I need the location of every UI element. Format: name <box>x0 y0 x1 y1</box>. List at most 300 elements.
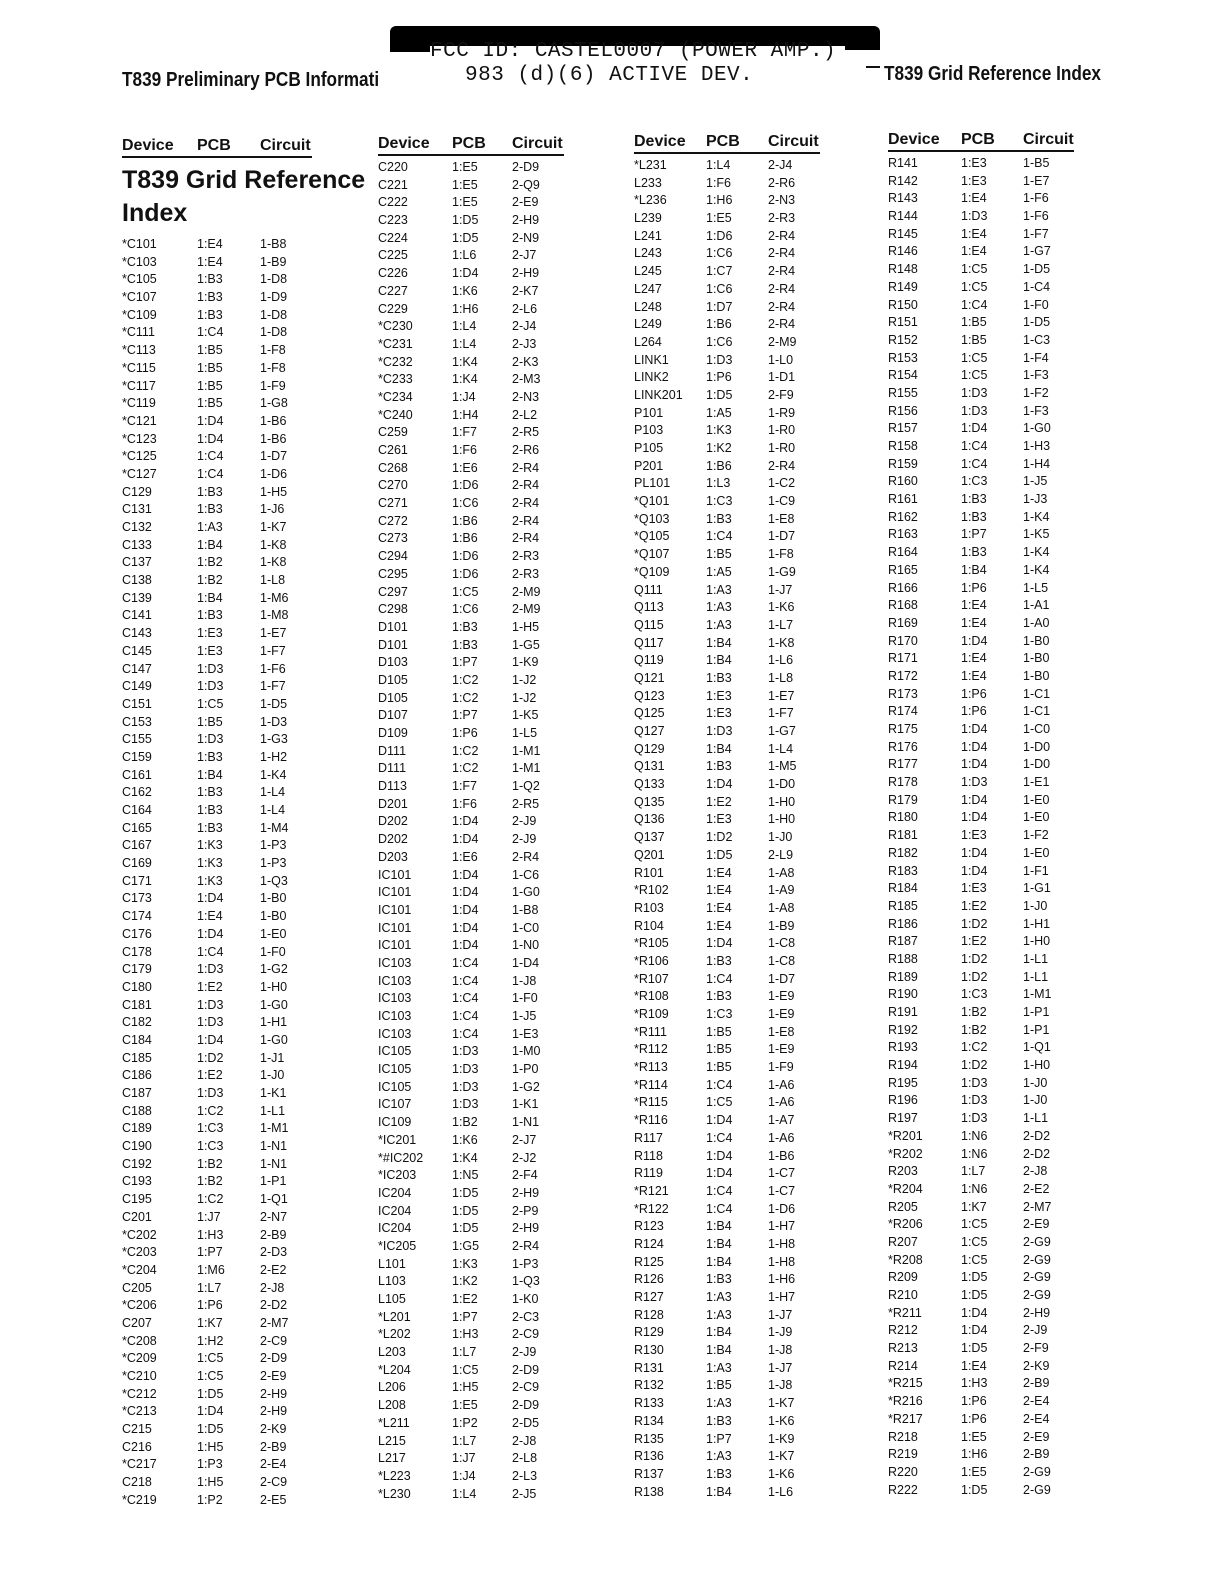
device-id: *C232 <box>378 354 413 369</box>
pcb-location: 1:C3 <box>961 987 988 1002</box>
device-id: R214 <box>888 1358 918 1373</box>
circuit-location: 1-E9 <box>768 1007 795 1021</box>
index-row <box>378 548 578 566</box>
pcb-heading: PCB <box>452 135 486 152</box>
device-id: *C210 <box>122 1369 157 1383</box>
device-id: L206 <box>378 1380 406 1395</box>
index-row <box>122 1067 342 1085</box>
pcb-location: 1:C7 <box>706 264 733 279</box>
index-row <box>888 403 1088 421</box>
pcb-location: 1:E3 <box>197 643 223 658</box>
device-id: C173 <box>122 891 152 906</box>
pcb-location: 1:H3 <box>452 1327 479 1342</box>
index-row <box>122 855 342 873</box>
device-id: C132 <box>122 520 152 534</box>
circuit-location: 1-D1 <box>768 370 796 385</box>
circuit-location: 1-Q1 <box>1023 1040 1051 1055</box>
device-id: C149 <box>122 679 152 694</box>
index-row <box>122 236 342 254</box>
index-row <box>122 678 342 696</box>
device-id: LINK2 <box>634 370 669 385</box>
device-id: R181 <box>888 828 918 843</box>
circuit-location: 1-E3 <box>512 1026 539 1041</box>
device-id: Q201 <box>634 847 665 862</box>
circuit-location: 1-H2 <box>260 749 288 764</box>
index-row <box>634 776 834 794</box>
pcb-location: 1:B3 <box>197 307 223 322</box>
circuit-location: 1-F0 <box>512 991 538 1006</box>
pcb-location: 1:B3 <box>706 989 732 1004</box>
device-id: R222 <box>888 1482 918 1497</box>
pcb-location: 1:E3 <box>706 688 732 703</box>
device-id: R190 <box>888 987 918 1002</box>
index-row <box>634 1201 834 1219</box>
pcb-location: 1:E5 <box>706 211 732 226</box>
index-row <box>634 334 834 352</box>
pcb-location: 1:D3 <box>197 997 224 1012</box>
circuit-location: 2-K9 <box>1023 1358 1050 1373</box>
pcb-location: 1:G5 <box>452 1238 480 1253</box>
device-id: R130 <box>634 1343 664 1358</box>
device-id: *C113 <box>122 343 156 358</box>
index-row <box>378 1079 578 1097</box>
index-row <box>888 633 1088 651</box>
device-id: *R115 <box>634 1095 668 1110</box>
device-id: *C208 <box>122 1333 157 1348</box>
device-id: C159 <box>122 749 152 764</box>
device-id: *L230 <box>378 1486 411 1501</box>
pcb-location: 1:D3 <box>706 724 733 738</box>
circuit-location: 1-D5 <box>260 696 288 711</box>
pcb-location: 1:L4 <box>452 319 477 334</box>
device-id: L103 <box>378 1274 406 1289</box>
index-row <box>378 1344 578 1362</box>
pcb-location: 1:D2 <box>197 1050 224 1065</box>
pcb-location: 1:B3 <box>706 953 732 968</box>
circuit-location: 1-P3 <box>260 838 287 853</box>
circuit-location: 2-N7 <box>260 1209 288 1224</box>
pcb-location: 1:C4 <box>197 944 224 959</box>
index-row <box>634 1183 834 1201</box>
pcb-location: 1:F6 <box>706 175 732 190</box>
circuit-location: 1-E1 <box>1023 775 1050 790</box>
pcb-location: 1:D3 <box>961 209 988 224</box>
circuit-location: 1-B6 <box>260 431 287 446</box>
circuit-location: 1-J8 <box>768 1378 793 1393</box>
index-row <box>888 526 1088 544</box>
circuit-location: 1-K4 <box>1023 509 1050 524</box>
index-row <box>888 1393 1088 1411</box>
pcb-location: 1:E2 <box>197 979 223 994</box>
index-row <box>378 354 578 372</box>
pcb-location: 1:E4 <box>197 909 223 924</box>
index-row <box>888 1411 1088 1429</box>
pcb-location: 1:B3 <box>197 502 223 517</box>
circuit-location: 2-J9 <box>1023 1323 1048 1338</box>
pcb-location: 1:L4 <box>452 1486 477 1501</box>
device-id: C141 <box>122 608 152 623</box>
pcb-location: 1:D4 <box>961 1305 988 1320</box>
index-row <box>122 554 342 572</box>
device-id: *IC201 <box>378 1132 417 1147</box>
pcb-location: 1:D5 <box>961 1341 988 1356</box>
pcb-location: 1:D4 <box>961 722 988 736</box>
pcb-location: 1:B5 <box>706 1378 732 1393</box>
pcb-location: 1:H5 <box>197 1439 224 1454</box>
device-id: C189 <box>122 1121 152 1136</box>
index-row <box>378 619 578 637</box>
pcb-location: 1:N5 <box>452 1168 479 1183</box>
circuit-location: 1-A8 <box>768 900 795 915</box>
circuit-location: 2-J7 <box>512 1132 537 1147</box>
index-row <box>122 1120 342 1138</box>
device-id: *R107 <box>634 971 669 986</box>
device-id: *L236 <box>634 193 667 208</box>
pcb-location: 1:E4 <box>961 1358 987 1373</box>
index-row <box>378 1291 578 1309</box>
index-column-4 <box>888 126 1088 1496</box>
circuit-location: 2-R3 <box>512 566 540 581</box>
index-row <box>634 935 834 953</box>
index-row <box>378 212 578 230</box>
index-row <box>378 265 578 283</box>
circuit-location: 1-J2 <box>512 690 537 705</box>
index-row <box>378 831 578 849</box>
index-row <box>888 1146 1088 1164</box>
pcb-location: 1:B4 <box>706 741 732 756</box>
device-id: R197 <box>888 1111 918 1126</box>
index-row <box>122 1050 342 1068</box>
circuit-location: 1-K6 <box>768 600 795 615</box>
index-row <box>122 1421 342 1439</box>
device-id: IC204 <box>378 1185 412 1200</box>
pcb-location: 1:E4 <box>961 598 987 613</box>
device-id: *Q103 <box>634 511 670 526</box>
device-id: *L231 <box>634 158 667 172</box>
circuit-location: 1-J1 <box>260 1050 285 1065</box>
pcb-location: 1:D4 <box>452 266 479 281</box>
pcb-location: 1:D3 <box>961 1111 988 1126</box>
index-row <box>634 1431 834 1449</box>
pcb-location: 1:H4 <box>452 407 479 422</box>
index-row <box>122 324 342 342</box>
circuit-location: 1-F7 <box>260 643 286 658</box>
pcb-location: 1:A3 <box>706 1449 732 1464</box>
index-row <box>888 792 1088 810</box>
circuit-location: 1-P1 <box>1023 1022 1050 1037</box>
index-row <box>378 1220 578 1238</box>
device-id: R154 <box>888 368 918 383</box>
circuit-location: 1-L1 <box>1023 951 1049 966</box>
index-row <box>378 637 578 655</box>
pcb-location: 1:B6 <box>452 513 478 528</box>
pcb-location: 1:C3 <box>706 494 733 509</box>
page-header-right: T839 Grid Reference Index <box>884 63 1102 85</box>
circuit-location: 1-D6 <box>768 1201 796 1216</box>
circuit-location: 2-N3 <box>512 389 540 404</box>
pcb-location: 1:B6 <box>706 317 732 332</box>
device-id: *C125 <box>122 449 157 464</box>
pcb-location: 1:D3 <box>961 403 988 418</box>
pcb-location: 1:C6 <box>706 246 733 261</box>
device-id: R137 <box>634 1466 664 1481</box>
circuit-location: 2-K9 <box>260 1422 287 1437</box>
circuit-location: 2-M9 <box>512 584 541 599</box>
device-id: R126 <box>634 1272 664 1287</box>
device-id: C186 <box>122 1068 152 1083</box>
circuit-location: 2-G9 <box>1023 1482 1051 1497</box>
circuit-location: 1-D8 <box>260 307 288 322</box>
circuit-location: 1-B8 <box>512 902 539 917</box>
index-row <box>634 1148 834 1166</box>
device-id: P103 <box>634 423 664 438</box>
circuit-location: 2-D9 <box>512 160 540 174</box>
index-row <box>122 1297 342 1315</box>
device-id: L249 <box>634 317 662 332</box>
pcb-location: 1:B3 <box>197 484 223 499</box>
device-id: L217 <box>378 1451 406 1466</box>
circuit-location: 1-N1 <box>512 1115 540 1130</box>
device-id: Q125 <box>634 706 665 721</box>
device-id: *C203 <box>122 1245 157 1260</box>
pcb-location: 1:A5 <box>706 564 732 579</box>
circuit-location: 1-H0 <box>768 812 796 827</box>
index-row <box>634 1342 834 1360</box>
device-id: *R108 <box>634 989 669 1004</box>
index-row <box>378 973 578 991</box>
index-row <box>122 378 342 396</box>
pcb-location: 1:H5 <box>452 1380 479 1395</box>
device-id: R189 <box>888 969 918 984</box>
circuit-location: 1-F8 <box>260 343 286 358</box>
circuit-location: 1-K4 <box>1023 562 1050 577</box>
device-id: R171 <box>888 651 918 666</box>
pcb-location: 1:B5 <box>706 1060 732 1075</box>
device-id: R124 <box>634 1236 664 1251</box>
index-row <box>122 961 342 979</box>
index-row <box>888 597 1088 615</box>
device-id: R184 <box>888 881 918 896</box>
device-id: C227 <box>378 283 408 298</box>
index-row <box>634 670 834 688</box>
device-id: R178 <box>888 775 918 790</box>
device-id: *C123 <box>122 431 157 446</box>
device-id: R176 <box>888 739 918 754</box>
pcb-location: 1:B3 <box>197 785 223 800</box>
index-row <box>888 1322 1088 1340</box>
pcb-location: 1:B3 <box>961 545 987 560</box>
device-id: R218 <box>888 1429 918 1444</box>
device-id: *R106 <box>634 953 669 968</box>
pcb-location: 1:D4 <box>961 863 988 878</box>
device-id: IC103 <box>378 991 412 1006</box>
circuit-location: 1-M5 <box>768 759 797 774</box>
index-row <box>378 283 578 301</box>
pcb-location: 1:D5 <box>706 387 733 402</box>
device-id: C133 <box>122 537 152 552</box>
index-row <box>634 1448 834 1466</box>
device-id: *L211 <box>378 1415 410 1430</box>
pcb-location: 1:D4 <box>452 920 479 935</box>
index-row <box>888 491 1088 509</box>
device-id: C220 <box>378 160 408 174</box>
index-row <box>634 1112 834 1130</box>
index-row <box>634 564 834 582</box>
index-row <box>122 731 342 749</box>
pcb-location: 1:L4 <box>452 336 477 351</box>
circuit-location: 2-J3 <box>512 336 537 351</box>
pcb-location: 1:B6 <box>452 531 478 546</box>
device-id: R163 <box>888 527 918 542</box>
index-row <box>888 580 1088 598</box>
index-row <box>122 873 342 891</box>
pcb-location: 1:P7 <box>197 1245 223 1260</box>
pcb-location: 1:D3 <box>961 385 988 400</box>
pcb-location: 1:C2 <box>452 743 479 758</box>
pcb-location: 1:B2 <box>197 1174 223 1189</box>
pcb-location: 1:B5 <box>961 315 987 330</box>
pcb-location: 1:D5 <box>452 1185 479 1200</box>
pcb-location: 1:E4 <box>197 254 223 269</box>
circuit-location: 1-J9 <box>768 1325 793 1340</box>
index-row <box>122 607 342 625</box>
device-id: R103 <box>634 900 664 915</box>
circuit-location: 1-G0 <box>260 997 288 1012</box>
circuit-location: 1-H0 <box>1023 934 1051 949</box>
circuit-location: 2-R4 <box>512 513 540 528</box>
circuit-location: 1-M1 <box>260 1121 289 1136</box>
index-row <box>888 756 1088 774</box>
circuit-location: 1-F0 <box>260 944 286 959</box>
pcb-location: 1:D6 <box>452 566 479 581</box>
circuit-location: 2-C9 <box>260 1333 288 1348</box>
device-id: R123 <box>634 1219 664 1234</box>
circuit-location: 2-D9 <box>512 1362 540 1377</box>
device-id: Q129 <box>634 741 665 756</box>
index-row <box>378 477 578 495</box>
index-row <box>378 318 578 336</box>
circuit-location: 1-A9 <box>768 883 795 898</box>
index-row <box>378 849 578 867</box>
device-id: D113 <box>378 779 407 794</box>
device-id: IC103 <box>378 1026 412 1041</box>
pcb-location: 1:B2 <box>197 573 223 588</box>
device-id: *C101 <box>122 237 157 251</box>
circuit-location: 1-D5 <box>1023 315 1051 330</box>
circuit-location: 1-D0 <box>1023 739 1051 754</box>
index-row <box>888 969 1088 987</box>
index-row <box>378 937 578 955</box>
circuit-location: 1-G7 <box>768 724 796 738</box>
pcb-location: 1:C4 <box>706 529 733 544</box>
circuit-location: 2-L3 <box>512 1468 538 1483</box>
circuit-location: 1-H0 <box>768 794 796 809</box>
device-id: R151 <box>888 315 918 330</box>
pcb-location: 1:B3 <box>706 1413 732 1428</box>
circuit-location: 1-K4 <box>260 767 287 782</box>
circuit-location: 1-B0 <box>1023 651 1050 666</box>
pcb-location: 1:C4 <box>197 449 224 464</box>
circuit-location: 2-C9 <box>512 1380 540 1395</box>
device-id: R128 <box>634 1307 664 1322</box>
device-id: IC101 <box>378 902 412 917</box>
pcb-location: 1:C4 <box>706 971 733 986</box>
index-row <box>122 289 342 307</box>
device-id: IC105 <box>378 1044 412 1059</box>
pcb-location: 1:D3 <box>961 1075 988 1090</box>
device-id: D105 <box>378 672 408 687</box>
pcb-location: 1:D3 <box>197 732 224 747</box>
device-id: D101 <box>378 619 408 634</box>
pcb-location: 1:A3 <box>706 1307 732 1322</box>
device-id: R141 <box>888 156 918 170</box>
index-row <box>122 784 342 802</box>
circuit-location: 2-D2 <box>1023 1128 1051 1143</box>
index-row <box>634 1077 834 1095</box>
pcb-location: 1:P6 <box>961 1411 987 1426</box>
pcb-location: 1:A5 <box>706 405 732 420</box>
pcb-location: 1:L3 <box>706 476 731 491</box>
pcb-location: 1:B5 <box>706 1024 732 1039</box>
pcb-location: 1:D4 <box>452 902 479 917</box>
pcb-location: 1:D2 <box>706 830 733 845</box>
circuit-location: 2-J8 <box>260 1280 285 1295</box>
index-row <box>378 1185 578 1203</box>
circuit-location: 2-J4 <box>512 319 537 334</box>
pcb-location: 1:B2 <box>197 1156 223 1171</box>
pcb-location: 1:E6 <box>452 460 478 475</box>
circuit-location: 1-C1 <box>1023 704 1051 719</box>
pcb-location: 1:A3 <box>706 1396 732 1411</box>
pcb-location: 1:A3 <box>706 617 732 632</box>
device-id: L105 <box>378 1292 406 1306</box>
circuit-location: 2-D9 <box>512 1398 540 1413</box>
pcb-location: 1:P6 <box>706 370 732 385</box>
circuit-location: 1-D5 <box>1023 262 1051 277</box>
pcb-location: 1:B4 <box>706 1343 732 1358</box>
circuit-location: 1-E0 <box>1023 845 1050 860</box>
device-id: C201 <box>122 1209 152 1224</box>
pcb-location: 1:D2 <box>961 969 988 984</box>
pcb-location: 1:P6 <box>961 704 987 719</box>
device-id: *Q105 <box>634 529 670 544</box>
pcb-location: 1:C3 <box>706 1007 733 1021</box>
pcb-location: 1:A3 <box>706 600 732 615</box>
index-row <box>634 1218 834 1236</box>
device-id: C222 <box>378 195 408 210</box>
pcb-location: 1:C2 <box>197 1192 224 1207</box>
device-id: L264 <box>634 334 662 349</box>
pcb-location: 1:P6 <box>197 1298 223 1313</box>
pcb-location: 1:J4 <box>452 1468 476 1483</box>
pcb-location: 1:D3 <box>197 661 224 676</box>
circuit-location: 1-H7 <box>768 1219 796 1234</box>
circuit-location: 1-E7 <box>260 626 287 641</box>
index-row <box>634 1236 834 1254</box>
pcb-location: 1:D4 <box>197 431 224 446</box>
pcb-location: 1:H5 <box>197 1475 224 1490</box>
device-id: D202 <box>378 814 408 829</box>
pcb-location: 1:B3 <box>706 670 732 685</box>
circuit-location: 1-D0 <box>768 777 796 792</box>
pcb-location: 1:E3 <box>706 812 732 827</box>
pcb-location: 1:E2 <box>961 898 987 913</box>
device-id: C143 <box>122 626 152 641</box>
index-row <box>122 890 342 908</box>
pcb-location: 1:B5 <box>197 714 223 729</box>
pcb-location: 1:P7 <box>452 708 478 723</box>
index-row <box>888 190 1088 208</box>
